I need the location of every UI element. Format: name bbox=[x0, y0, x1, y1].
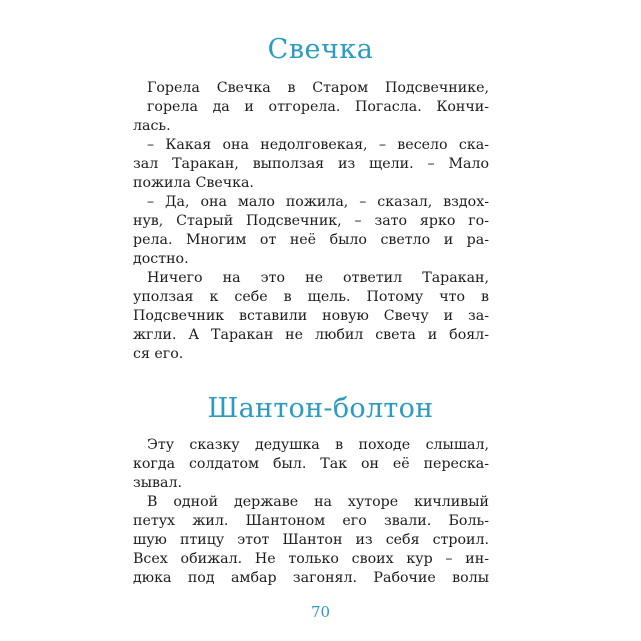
story-title: Шантон-болтон bbox=[207, 393, 434, 424]
text-line: Эту сказку дедушка в походе слышал, bbox=[147, 437, 489, 453]
text-line: петух жил. Шантоном его звали. Боль- bbox=[133, 513, 489, 529]
text-line: пожила Свечка. bbox=[133, 175, 254, 191]
text-line: нув, Старый Подсвечник, – зато ярко го- bbox=[133, 213, 489, 229]
text-line: Ничего на это не ответил Таракан, bbox=[147, 270, 489, 286]
text-line: В одной державе на хуторе кичливый bbox=[147, 494, 489, 510]
text-line: когда солдатом был. Так он её переска- bbox=[133, 456, 489, 472]
text-line: – Да, она мало пожила, – сказал, вздох- bbox=[147, 194, 489, 210]
page-number: 70 bbox=[310, 603, 331, 621]
text-line: – Какая она недолговекая, – весело ска- bbox=[147, 137, 489, 153]
text-line: горела да и отгорела. Погасла. Кончи- bbox=[147, 99, 489, 115]
text-line: жгли. А Таракан не любил света и боял- bbox=[133, 327, 489, 343]
text-line: Горела Свечка в Старом Подсвечнике, bbox=[147, 80, 489, 96]
text-line: зал Таракан, выползая из щели. – Мало bbox=[133, 156, 489, 172]
text-line: Всех обижал. Не только своих кур – ин- bbox=[133, 551, 489, 567]
story-title: Свечка bbox=[267, 34, 374, 65]
text-line: Подсвечник вставили новую Свечу и за- bbox=[133, 308, 489, 324]
text-line: дюка под амбар загонял. Рабочие волы bbox=[133, 570, 489, 586]
text-line: рела. Многим от неё было светло и ра- bbox=[133, 232, 489, 248]
text-line: уползая к себе в щель. Потому что в bbox=[133, 289, 489, 305]
text-line: зывал. bbox=[133, 475, 182, 491]
text-line: лась. bbox=[133, 118, 171, 134]
text-line: достно. bbox=[133, 251, 189, 267]
text-line: шую птицу этот Шантон из себя строил. bbox=[133, 532, 489, 548]
text-line: ся его. bbox=[133, 346, 184, 362]
